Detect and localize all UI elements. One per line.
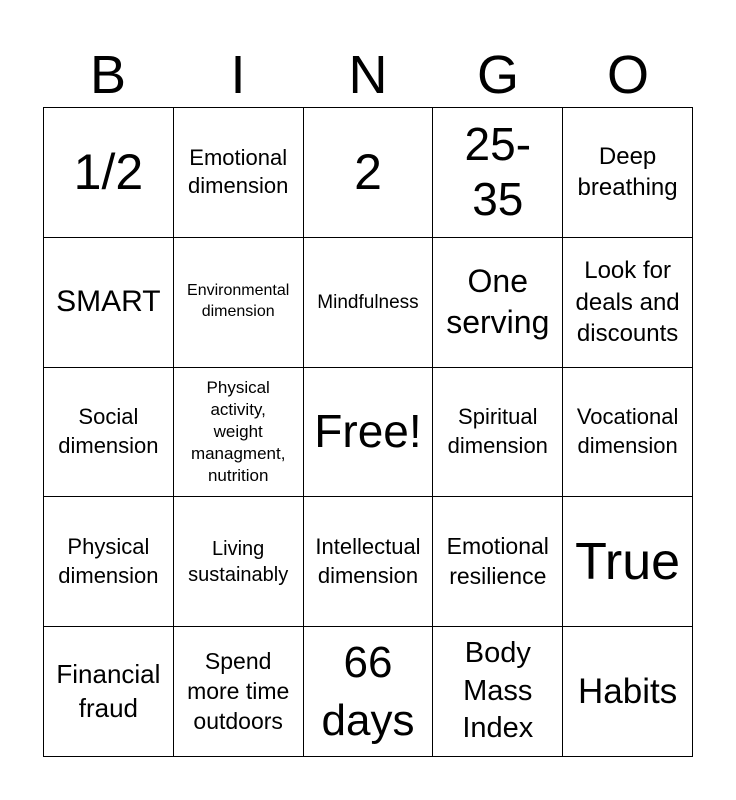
header-letter-o: O — [606, 45, 649, 105]
bingo-cell[interactable]: Intellectual dimension — [304, 497, 434, 627]
bingo-cell[interactable]: Spiritual dimension — [433, 368, 563, 498]
bingo-board — [43, 107, 693, 757]
bingo-cell[interactable]: Habits — [563, 627, 693, 757]
bingo-cell[interactable]: 1/2 — [44, 108, 174, 238]
header-letter-n: N — [348, 45, 388, 105]
bingo-cell[interactable]: Environmental dimension — [174, 238, 304, 368]
bingo-cell[interactable]: 66 days — [304, 627, 434, 757]
bingo-cell[interactable]: True — [563, 497, 693, 627]
header-letter-b: B — [89, 45, 127, 105]
bingo-cell[interactable]: SMART — [44, 238, 174, 368]
bingo-cell[interactable]: 2 — [304, 108, 434, 238]
bingo-cell[interactable]: Emotional resilience — [433, 497, 563, 627]
bingo-cell[interactable]: Spend more time outdoors — [174, 627, 304, 757]
free-space[interactable]: Free! — [304, 368, 434, 498]
bingo-cell[interactable]: Look for deals and discounts — [563, 238, 693, 368]
bingo-cell[interactable]: One serving — [433, 238, 563, 368]
bingo-cell[interactable]: Living sustainably — [174, 497, 304, 627]
bingo-cell[interactable]: Physical dimension — [44, 497, 174, 627]
header-letter-g: G — [476, 45, 519, 105]
bingo-cell[interactable]: Vocational dimension — [563, 368, 693, 498]
header-letter-i: I — [230, 45, 246, 105]
bingo-cell[interactable]: 25- 35 — [433, 108, 563, 238]
bingo-cell[interactable]: Body Mass Index — [433, 627, 563, 757]
bingo-cell[interactable]: Emotional dimension — [174, 108, 304, 238]
bingo-cell[interactable]: Deep breathing — [563, 108, 693, 238]
bingo-cell[interactable]: Mindfulness — [304, 238, 434, 368]
bingo-header — [43, 42, 693, 108]
bingo-cell[interactable]: Physical activity, weight managment, nutrition — [174, 368, 304, 498]
bingo-cell[interactable]: Social dimension — [44, 368, 174, 498]
bingo-cell[interactable]: Financial fraud — [44, 627, 174, 757]
